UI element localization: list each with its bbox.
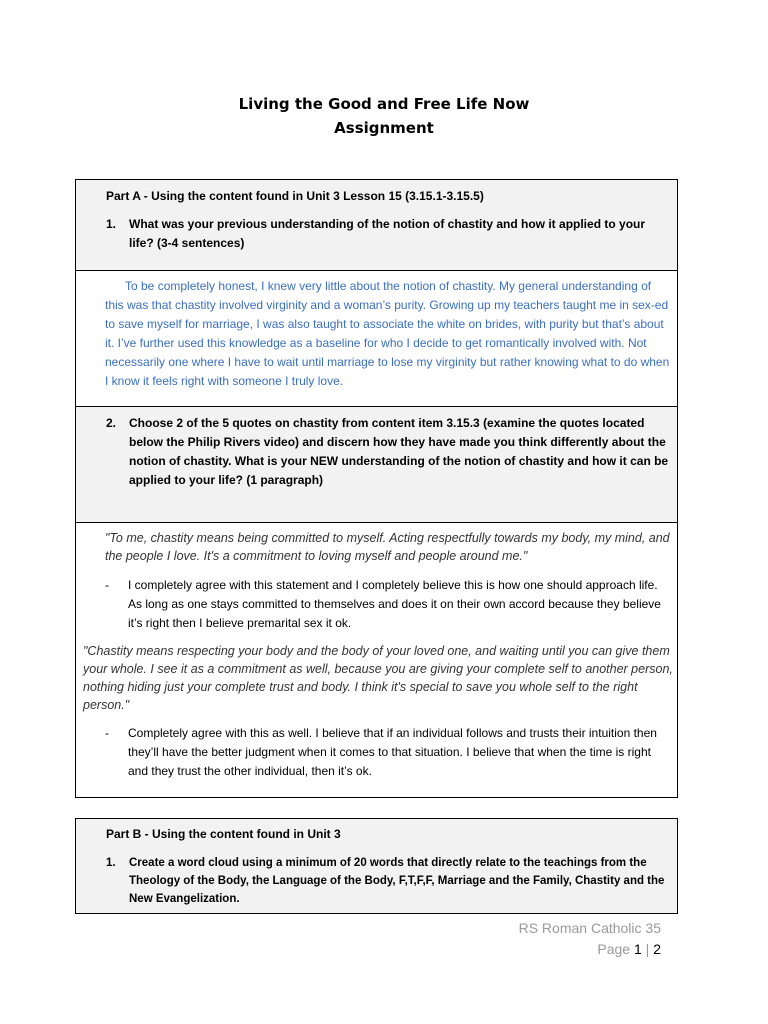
answer-1-text: To be completely honest, I knew very little about the notion of chastity. My general understanding of this was that chastity involved virginity and a woman’s purity. Growing up my teachers taught me in sex-ed to save myself for marriage, I was also taught to associate the white on brides, with purity but that’s about it. I’ve further used this knowledge as a baseline for who I decide to get romantically involved with. Not necessarily one where I have to wait until marriage to lose my virginity but rather knowing what to do when I know it feels right with someone I truly love. — [105, 279, 670, 388]
response-1 — [105, 576, 673, 633]
question-number: 1. — [106, 857, 116, 869]
question-text: Create a word cloud using a minimum of 20 words that directly relate to the teachings from the Theology of the Body, the Language of the Body, F,T,F,F, Marriage and the Family, Chastity and the New Evangelization. — [129, 857, 665, 905]
part-b-question-1 — [106, 854, 671, 908]
question-number: 1. — [106, 217, 117, 231]
footer-page-number — [597, 941, 661, 957]
part-a-answer-2-box — [75, 522, 678, 798]
page-separator: | — [641, 941, 654, 957]
response-text: Completely agree with this as well. I believe that if an individual follows and trusts their intuition then they’ll have the better judgment when it comes to that situation. I believe that when the time is right and they trust the other individual, then it’s ok. — [128, 726, 657, 778]
footer-course: RS Roman Catholic 35 — [518, 920, 661, 936]
quote-1: "To me, chastity means being committed to myself. Acting respectfully towards my body, my mind, and the people I love. It's a commitment to loving myself and people around me." — [105, 531, 670, 563]
part-b-box — [75, 818, 678, 914]
page-word: Page — [597, 941, 634, 957]
quote-2: "Chastity means respecting your body and the body of your loved one, and waiting until you can give them your whole. I see it as a commitment as well, because you are giving your complete self to another person, nothing hiding just your complete trust and body. I think it's special to save you whole self to the right person." — [83, 644, 673, 712]
part-a-question-2-box — [75, 406, 678, 523]
question-number: 2. — [106, 416, 117, 430]
part-a-question-1-box — [75, 179, 678, 271]
part-a-answer-1-box — [75, 270, 678, 407]
page-total: 2 — [653, 941, 661, 957]
page-current: 1 — [633, 941, 642, 957]
part-a-label: Part A - Using the content found in Unit 3 Lesson 15 (3.15.1-3.15.5) — [106, 189, 484, 203]
document-subtitle: Assignment — [334, 119, 434, 137]
response-2 — [105, 724, 673, 781]
bullet-dash: - — [105, 578, 109, 592]
document-title: Living the Good and Free Life Now — [238, 95, 530, 113]
question-text: Choose 2 of the 5 quotes on chastity from content item 3.15.3 (examine the quotes located below the Philip Rivers video) and discern how they have made you think differently about the notion of chastity. What is your NEW understanding of the notion of chastity and how it can be applied to your life? (1 paragraph) — [129, 416, 669, 487]
response-text: I completely agree with this statement and I completely believe this is how one should approach life. As long as one stays committed to themselves and does it on their own accord because they believe it’s right then I believe premarital sex it ok. — [128, 578, 661, 630]
part-b-label: Part B - Using the content found in Unit 3 — [106, 827, 341, 841]
part-a-question-1 — [106, 215, 656, 253]
part-a-question-2 — [106, 414, 674, 490]
bullet-dash: - — [105, 726, 109, 740]
question-text: What was your previous understanding of the notion of chastity and how it applied to your life? (3-4 sentences) — [129, 217, 646, 250]
